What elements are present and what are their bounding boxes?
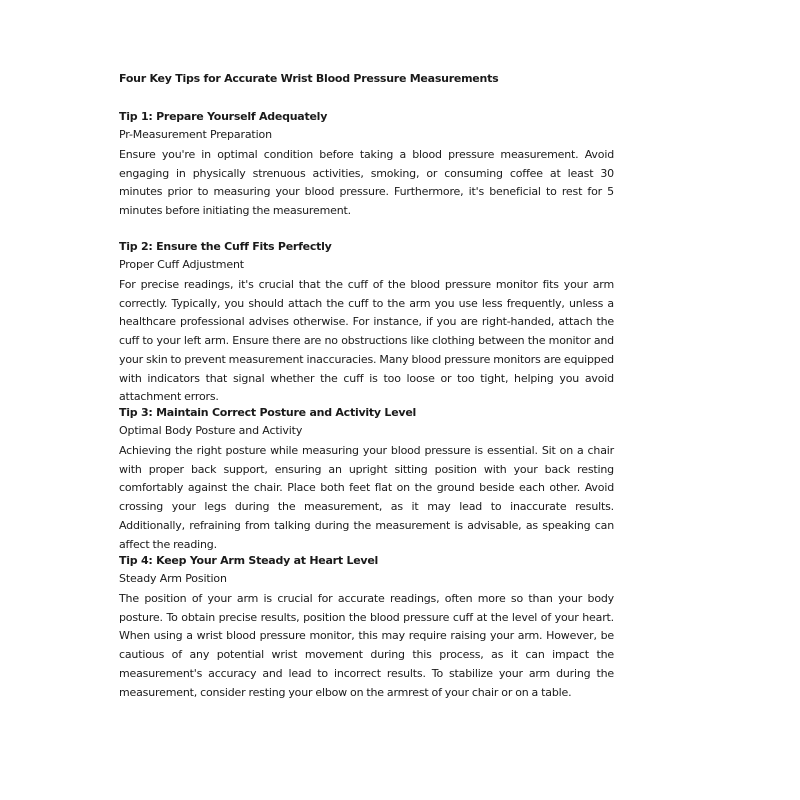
- tip-subheading: Optimal Body Posture and Activity: [119, 424, 303, 437]
- tip-heading: Tip 4: Keep Your Arm Steady at Heart Level: [119, 554, 379, 567]
- tip-heading: Tip 1: Prepare Yourself Adequately: [119, 110, 328, 123]
- tip-subheading: Steady Arm Position: [119, 572, 227, 585]
- tip-subheading: Proper Cuff Adjustment: [119, 258, 244, 271]
- tip-heading: Tip 3: Maintain Correct Posture and Activity Level: [119, 406, 417, 419]
- tip-subheading: Pr-Measurement Preparation: [119, 128, 272, 141]
- tip-section-1: [119, 109, 614, 221]
- tip-section-3: [119, 405, 614, 554]
- tip-section-4: [119, 553, 614, 702]
- tip-section-2: [119, 239, 614, 407]
- document-title: Four Key Tips for Accurate Wrist Blood Pressure Measurements: [119, 72, 499, 85]
- tip-body: For precise readings, it's crucial that the cuff of the blood pressure monitor fits your arm correctly. Typically, you should attach the cuff to the arm you use less frequently, unless a healthcare professional advises otherwise. For instance, if you are right-handed, attach the cuff to your left arm. Ensure there are no obstructions like clothing between the monitor and your skin to prevent measurement inaccuracies. Many blood pressure monitors are equipped with indicators that signal whether the cuff is too loose or too tight, helping you avoid attachment errors.: [119, 278, 614, 404]
- tip-body: Achieving the right posture while measuring your blood pressure is essential. Sit on a chair with proper back support, ensuring an upright sitting position with your back resting comfortably against the chair. Place both feet flat on the ground beside each other. Avoid crossing your legs during the measurement, as it may lead to inaccurate results. Additionally, refraining from talking during the measurement is advisable, as speaking can affect the reading.: [119, 444, 614, 551]
- tip-body: The position of your arm is crucial for accurate readings, often more so than your body posture. To obtain precise results, position the blood pressure cuff at the level of your heart. When using a wrist blood pressure monitor, this may require raising your arm. However, be cautious of any potential wrist movement during this process, as it can impact the measurement's accuracy and lead to incorrect results. To stabilize your arm during the measurement, consider resting your elbow on the armrest of your chair or on a table.: [119, 592, 614, 699]
- tip-heading: Tip 2: Ensure the Cuff Fits Perfectly: [119, 240, 332, 253]
- document-page: [119, 0, 614, 800]
- tip-body: Ensure you're in optimal condition before taking a blood pressure measurement. Avoid engaging in physically strenuous activities, smoking, or consuming coffee at least 30 minutes prior to measuring your blood pressure. Furthermore, it's beneficial to rest for 5 minutes before initiating the measurement.: [119, 148, 614, 218]
